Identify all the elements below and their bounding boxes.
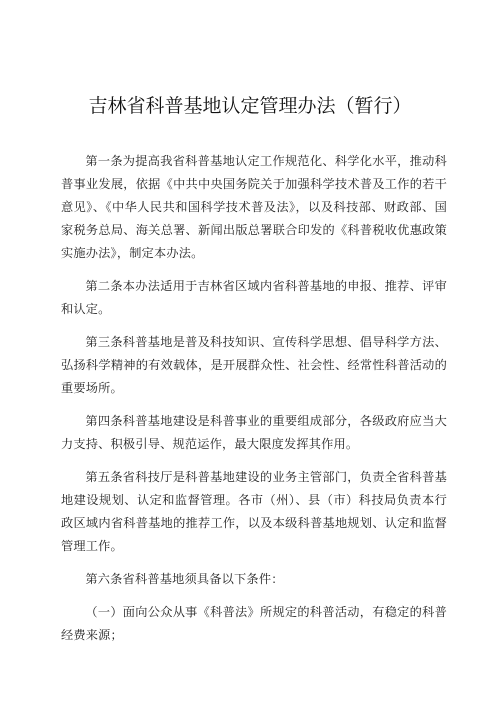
article-1-paragraph: 第一条为提高我省科普基地认定工作规范化、科学化水平，推动科普事业发展，依据《中共中央国务院关于加强科学技术普及工作的若干意见》、《中华人民共和国科学技术普及法》，以及科技部、财政部、国家税务总局、海关总署、新闻出版总署联合印发的《科普税收优惠政策实施办法》，制定本办法。 xyxy=(61,154,447,260)
article-6-paragraph: 第六条省科普基地须具备以下条件： xyxy=(85,572,284,586)
article-5-paragraph: 第五条省科技厅是科普基地建设的业务主管部门，负责全省科普基地建设规划、认定和监督管理。各市（州）、县（市）科技局负责本行政区域内省科普基地的推荐工作，以及本级科普基地规划、认定和监督管理工作。 xyxy=(61,470,447,553)
document-body xyxy=(61,150,447,657)
document-title: 吉林省科普基地认定管理办法（暂行） xyxy=(88,95,412,117)
article-4-paragraph: 第四条科普基地建设是科普事业的重要组成部分，各级政府应当大力支持、积极引导、规范运作，最大限度发挥其作用。 xyxy=(61,414,447,451)
article-3-paragraph: 第三条科普基地是普及科技知识、宣传科学思想、倡导科学方法、弘扬科学精神的有效载体，是开展群众性、社会性、经常性科普活动的重要场所。 xyxy=(61,335,447,395)
condition-1-paragraph: （一）面向公众从事《科普法》所规定的科普活动，有稳定的科普经费来源； xyxy=(61,605,447,642)
article-2-paragraph: 第二条本办法适用于吉林省区域内省科普基地的申报、推荐、评审和认定。 xyxy=(61,279,447,316)
